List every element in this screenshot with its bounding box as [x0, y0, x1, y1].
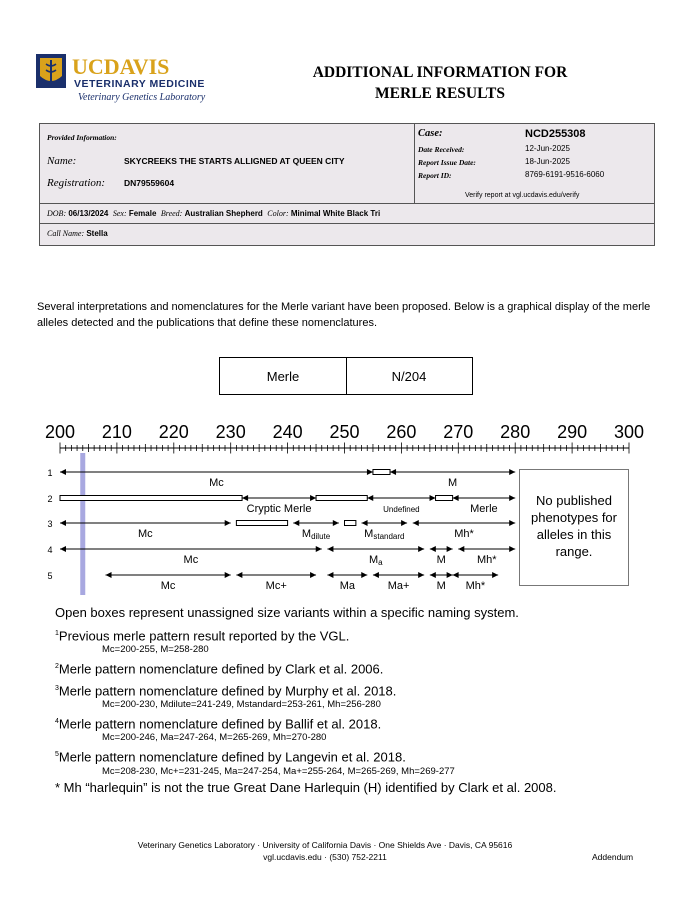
tick-label: 230	[215, 422, 246, 442]
range-arrowhead	[413, 520, 419, 526]
nomenclature-note	[55, 714, 655, 732]
range-arrowhead	[509, 546, 515, 552]
intro-paragraph: Several interpretations and nomenclatures for the Merle variant have been proposed. Below is a graphical display of the merle alleles detected and the publications that define these nomenclatures.	[37, 301, 651, 329]
range-arrowhead	[458, 546, 464, 552]
open-boxes-note: Open boxes represent unassigned size variants within a specific naming system.	[55, 605, 519, 620]
name-label: Name:	[47, 155, 77, 167]
range-arrowhead	[310, 572, 316, 578]
tick-label: 220	[158, 422, 189, 442]
row-number: 3	[47, 519, 53, 529]
range-arrowhead	[447, 572, 453, 578]
tick-label: 290	[557, 422, 588, 442]
unassigned-size-box	[373, 470, 390, 475]
range-arrowhead	[390, 469, 396, 475]
report-id-label: Report ID:	[418, 171, 452, 180]
range-label: Mstandard	[364, 528, 405, 541]
report-id: 8769-6191-9516-6060	[525, 170, 605, 179]
issue-date: 18-Jun-2025	[525, 157, 570, 166]
footer-contact: vgl.ucdavis.edu · (530) 752-2211	[263, 852, 387, 862]
logo-school: VETERINARY MEDICINE	[74, 78, 205, 90]
range-arrowhead	[453, 495, 459, 501]
unassigned-size-box	[316, 496, 367, 501]
addendum-label: Addendum	[592, 852, 634, 862]
merle-label-cell: Merle	[220, 358, 347, 394]
range-label: Cryptic Merle	[246, 503, 312, 515]
tick-label: 280	[500, 422, 531, 442]
call-name-label: Call Name:	[47, 229, 85, 238]
range-arrowhead	[293, 520, 299, 526]
registration-label: Registration:	[47, 177, 106, 189]
range-arrowhead	[367, 495, 373, 501]
range-arrowhead	[316, 546, 322, 552]
note-superscript: 1	[55, 630, 59, 637]
nomenclature-note	[55, 659, 655, 677]
range-arrowhead	[362, 520, 368, 526]
range-arrowhead	[106, 572, 112, 578]
range-arrowhead	[430, 546, 436, 552]
note-detail: Mc=208-230, Mc+=231-245, Ma=247-254, Ma+=255-264, M=265-269, Mh=269-277	[102, 765, 455, 777]
range-label: Ma+	[387, 580, 410, 592]
allele-highlight-band	[80, 453, 85, 595]
date-received-label: Date Received:	[418, 145, 465, 154]
range-arrowhead	[509, 520, 515, 526]
row-number: 5	[47, 571, 53, 581]
dob-value: 06/13/2024	[68, 209, 109, 218]
range-arrowhead	[401, 520, 407, 526]
sex-label: Sex:	[112, 209, 127, 218]
note-superscript: 5	[55, 751, 59, 759]
color-value: Minimal White Black Tri	[290, 209, 381, 218]
range-arrowhead	[236, 572, 242, 578]
unassigned-size-box	[345, 521, 356, 526]
color-label: Color:	[267, 209, 289, 218]
nomenclature-note	[55, 681, 655, 699]
range-arrowhead	[60, 469, 66, 475]
range-arrowhead	[453, 572, 459, 578]
range-arrowhead	[418, 572, 424, 578]
range-label: Ma	[368, 554, 383, 567]
note-superscript: 3	[55, 684, 59, 692]
range-arrowhead	[327, 546, 333, 552]
footer-address: Veterinary Genetics Laboratory · University of California Davis · One Shields Ave · Davis, CA 95616	[137, 840, 513, 850]
note-text: Merle pattern nomenclature defined by Murphy et al. 2018.	[58, 682, 397, 698]
range-arrowhead	[492, 572, 498, 578]
range-label: Mc+	[265, 580, 287, 592]
range-arrowhead	[225, 520, 231, 526]
harlequin-footnote: * Mh “harlequin” is not the true Great Dane Harlequin (H) identified by Clark et al. 2008.	[55, 779, 557, 795]
tick-label: 260	[386, 422, 417, 442]
tick-label: 210	[101, 422, 132, 442]
range-arrowhead	[373, 572, 379, 578]
row-number: 2	[47, 494, 53, 504]
tick-label: 250	[329, 422, 360, 442]
range-label: Mc	[160, 580, 176, 592]
ucdavis-vetmed-logo	[36, 54, 226, 106]
nomenclature-note	[55, 626, 655, 644]
range-arrowhead	[509, 469, 515, 475]
range-label: M	[448, 477, 458, 489]
range-arrowhead	[242, 495, 248, 501]
range-label: Mdilute	[301, 528, 331, 541]
range-label: M	[436, 554, 446, 566]
note-superscript: 4	[55, 717, 59, 725]
row-number: 1	[47, 468, 53, 478]
call-name-row	[40, 224, 654, 245]
range-arrowhead	[361, 572, 367, 578]
dob-label: DOB:	[47, 209, 67, 218]
range-arrowhead	[333, 520, 339, 526]
no-published-phenotypes-box: No published phenotypes for alleles in this range.	[519, 469, 629, 586]
verify-link[interactable]: Verify report at vgl.ucdavis.edu/verify	[465, 192, 580, 199]
note-text: Merle pattern nomenclature defined by Langevin et al. 2018.	[58, 749, 406, 765]
dog-name: SKYCREEKS THE STARTS ALLIGNED AT QUEEN CITY	[124, 156, 345, 166]
title-line-2: MERLE RESULTS	[375, 85, 505, 102]
merle-genotype-cell: N/204	[391, 368, 427, 384]
unassigned-size-box	[236, 521, 287, 526]
range-arrowhead	[430, 572, 436, 578]
range-label: Undefined	[383, 505, 420, 514]
case-number: NCD255308	[525, 128, 586, 140]
range-arrowhead	[225, 572, 231, 578]
breed-value: Australian Shepherd	[184, 209, 263, 218]
issue-date-label: Report Issue Date:	[418, 158, 476, 167]
provided-information	[40, 124, 415, 204]
range-arrowhead	[367, 469, 373, 475]
range-arrowhead	[60, 546, 66, 552]
breed-label: Breed:	[160, 209, 183, 218]
footer	[60, 839, 590, 863]
range-arrowhead	[430, 495, 436, 501]
tick-label: 240	[272, 422, 303, 442]
range-arrowhead	[418, 546, 424, 552]
note-text: Previous merle pattern result reported by the VGL.	[58, 628, 350, 644]
notes-section	[55, 605, 655, 796]
range-label: Mc	[138, 528, 153, 540]
call-name-value: Stella	[86, 229, 108, 238]
range-arrowhead	[327, 572, 333, 578]
range-arrowhead	[447, 546, 453, 552]
sex-value: Female	[128, 209, 157, 218]
provided-heading: Provided Information:	[47, 133, 117, 142]
range-arrowhead	[60, 520, 66, 526]
range-label: Mh*	[465, 580, 486, 592]
note-text: Merle pattern nomenclature defined by Clark et al. 2006.	[58, 661, 384, 677]
case-info-box	[39, 123, 655, 246]
range-label: Mh*	[476, 554, 497, 566]
note-superscript: 2	[55, 663, 59, 671]
case-details	[415, 124, 654, 204]
note-detail: Mc=200-230, Mdilute=241-249, Mstandard=253-261, Mh=256-280	[102, 698, 381, 710]
case-label: Case:	[418, 128, 443, 139]
range-label: Mc	[209, 477, 224, 489]
unassigned-size-box	[436, 496, 453, 501]
note-text: Merle pattern nomenclature defined by Ballif et al. 2018.	[58, 716, 382, 732]
title-line-1: ADDITIONAL INFORMATION FOR	[312, 64, 568, 81]
report-title	[270, 62, 610, 104]
note-detail: Mc=200-255, M=258-280	[102, 644, 209, 656]
tick-label: 200	[44, 422, 76, 442]
animal-details-row	[40, 204, 654, 224]
date-received: 12-Jun-2025	[525, 144, 570, 153]
range-arrowhead	[310, 495, 316, 501]
nomenclature-note	[55, 747, 655, 765]
range-label: Merle	[470, 503, 498, 515]
row-number: 4	[47, 545, 53, 555]
registration-number: DN79559604	[124, 178, 175, 188]
note-detail: Mc=200-246, Ma=247-264, M=265-269, Mh=270-280	[102, 732, 327, 744]
tick-label: 300	[613, 422, 645, 442]
logo-brand: UCDAVIS	[72, 54, 170, 79]
range-label: M	[436, 580, 446, 592]
range-label: Ma	[339, 580, 355, 592]
merle-result-table	[219, 357, 473, 395]
range-arrowhead	[509, 495, 515, 501]
range-label: Mh*	[454, 528, 474, 540]
range-label: Mc	[183, 554, 199, 566]
logo-lab: Veterinary Genetics Laboratory	[78, 92, 206, 103]
tick-label: 270	[443, 422, 474, 442]
unassigned-size-box	[60, 496, 242, 501]
